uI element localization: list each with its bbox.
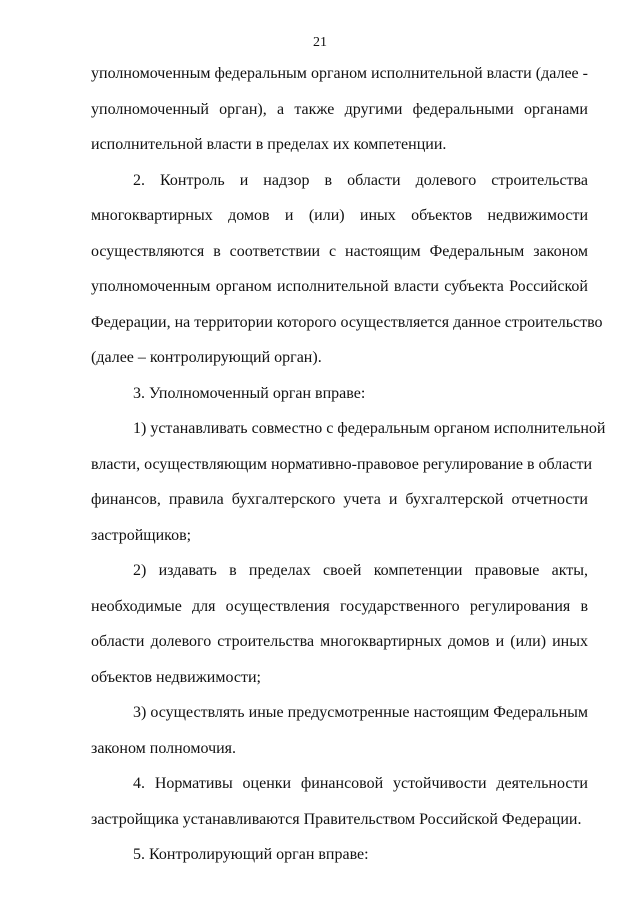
text-line: уполномоченным федеральным органом исполнительной власти (далее - [91,65,588,82]
text-line: 3) осуществлять иные предусмотренные настоящим Федеральным [133,704,588,721]
text-line: 3. Уполномоченный орган вправе: [133,384,366,402]
text-line: области долевого строительства многоквартирных домов и (или) иных [91,633,588,650]
text-line: 5. Контролирующий орган вправе: [133,846,369,863]
text-line: объектов недвижимости; [91,668,261,686]
text-line: власти, осуществляющим нормативно-правовое регулирование в области [91,455,593,473]
text-line: уполномоченный орган), а также другими федеральными органами [91,100,588,118]
text-line: 2) издавать в пределах своей компетенции правовые акты, [133,562,588,579]
document-body [91,56,606,873]
text-line: исполнительной власти в пределах их компетенции. [91,136,447,153]
text-line: необходимые для осуществления государственного регулирования в [91,597,588,615]
text-line: застройщика устанавливаются Правительством Российской Федерации. [91,810,582,828]
text-line: осуществляются в соответствии с настоящим Федеральным законом [91,242,588,260]
text-line: уполномоченным органом исполнительной власти субъекта Российской [91,278,588,295]
text-line: (далее – контролирующий орган). [91,349,322,366]
text-line: Федерации, на территории которого осуществляется данное строительство [91,313,603,331]
text-line: законом полномочия. [91,739,237,757]
text-line: 4. Нормативы оценки финансовой устойчивости деятельности [133,775,588,792]
text-line: многоквартирных домов и (или) иных объектов недвижимости [91,207,588,224]
text-line: финансов, правила бухгалтерского учета и бухгалтерской отчетности [91,491,588,508]
text-line: 1) устанавливать совместно с федеральным органом исполнительной [133,420,606,437]
page-number: 21 [313,35,327,50]
text-line: застройщиков; [91,526,192,544]
text-line: 2. Контроль и надзор в области долевого строительства [133,171,588,189]
